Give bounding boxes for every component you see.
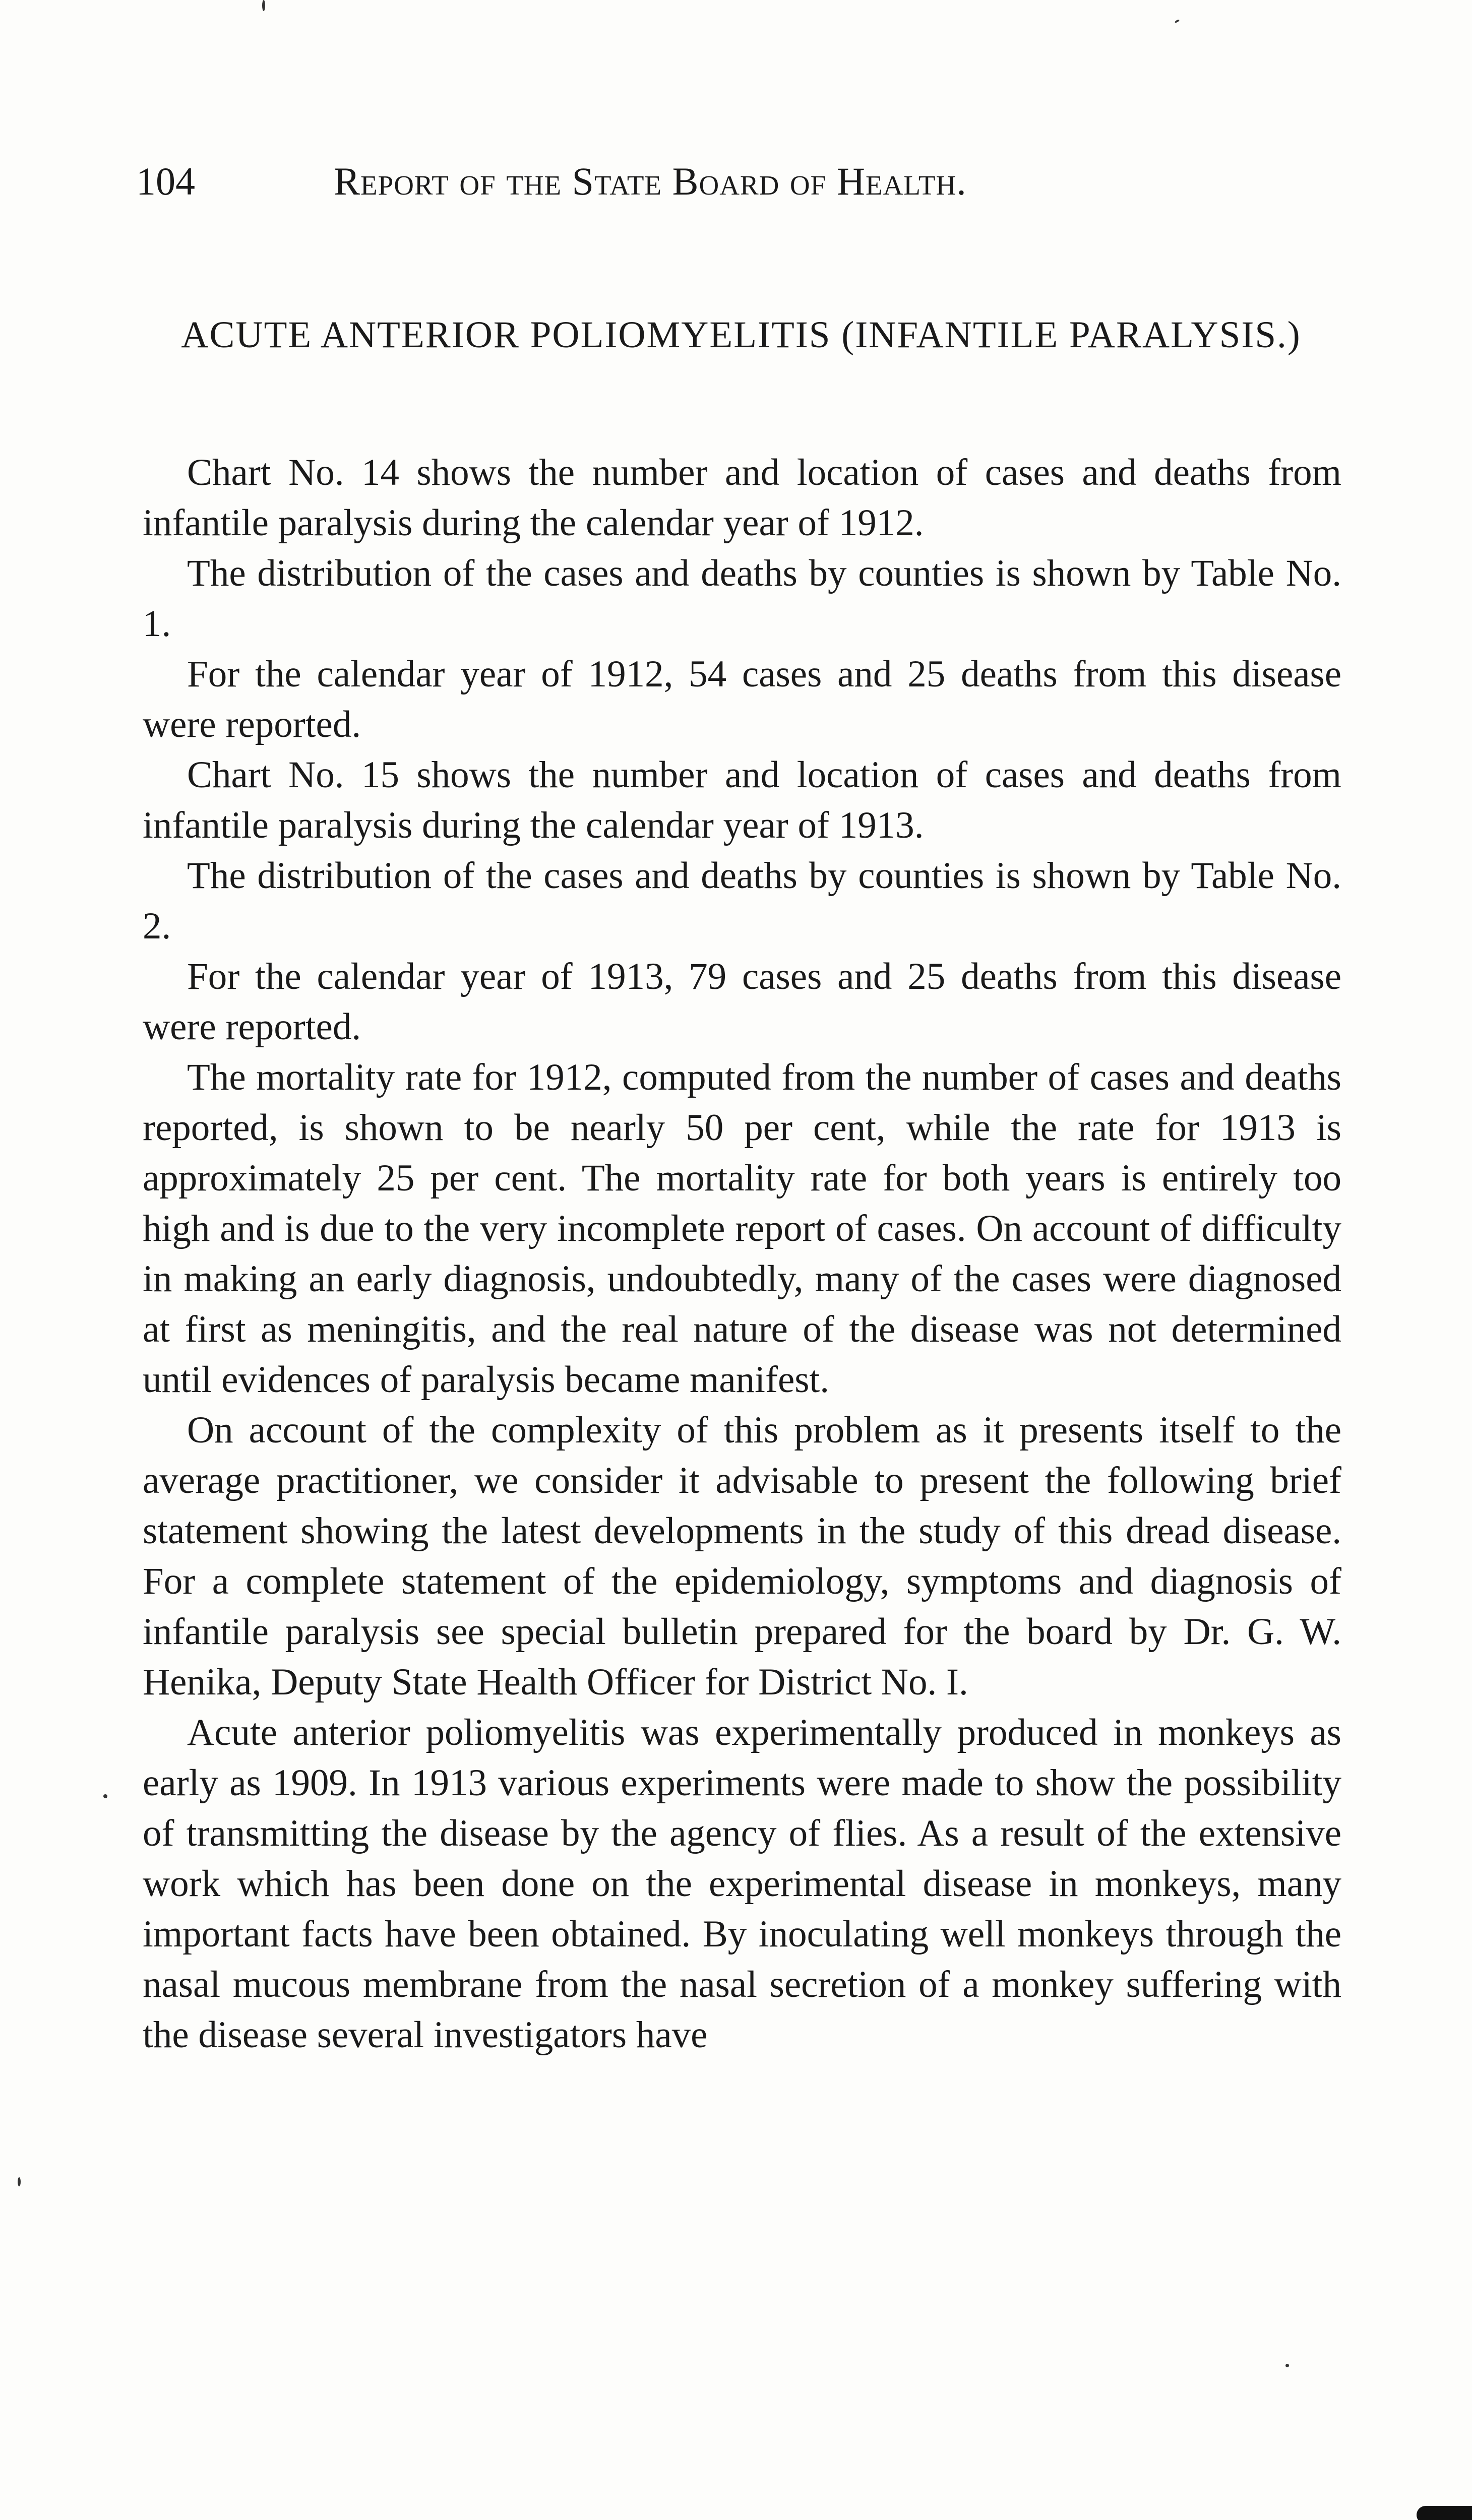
article-heading: ACUTE ANTERIOR POLIOMYELITIS (INFANTILE PARALYSIS.) — [181, 314, 1301, 356]
paragraph-table-2: The distribution of the cases and deaths by counties is shown by Table No. 2. — [143, 855, 1341, 947]
paragraph-chart-14: Chart No. 14 shows the number and location of cases and deaths from infantile paralysis during the calendar year of 1912. — [143, 452, 1341, 544]
paragraph-chart-15: Chart No. 15 shows the number and location of cases and deaths from infantile paralysis during the calendar year of 1913. — [143, 754, 1341, 846]
scan-speck — [262, 0, 265, 11]
scan-speck — [103, 1794, 107, 1798]
running-title: Report of the State Board of Health. — [334, 159, 967, 203]
scan-speck — [1175, 19, 1180, 23]
scan-speck — [1285, 2364, 1289, 2367]
paragraph-1913-totals: For the calendar year of 1913, 79 cases and 25 deaths from this disease were reported. — [143, 956, 1341, 1048]
paragraph-1912-totals: For the calendar year of 1912, 54 cases and 25 deaths from this disease were reported. — [143, 653, 1341, 745]
article-body — [143, 448, 1341, 2060]
page-number: 104 — [136, 159, 195, 203]
scan-edge-mark — [1417, 2506, 1472, 2520]
paragraph-table-1: The distribution of the cases and deaths by counties is shown by Table No. 1. — [143, 552, 1341, 645]
paragraph-complexity: On account of the complexity of this problem as it presents itself to the average practitioner, we consider it advisable to present the following brief statement showing the latest developments in the study of this dread disease. For a complete statement of the epidemiology, symptoms and diagnosis of infantile paralysis see special bulletin prepared for the board by Dr. G. W. Henika, Deputy State Health Officer for District No. I. — [143, 1409, 1341, 1703]
paragraph-experiments: Acute anterior poliomyelitis was experimentally produced in monkeys as early as 1909. In 1913 various experiments were made to show the possibility of transmitting the disease by the agency of flies. As a result of the extensive work which has been done on the experimental disease in monkeys, many important facts have been obtained. By inoculating well monkeys through the nasal mucous membrane from the nasal secretion of a monkey suffering with the disease several investigators have — [143, 1712, 1341, 2056]
scan-speck — [18, 2177, 21, 2186]
paragraph-mortality-rate: The mortality rate for 1912, computed from the number of cases and deaths reported, is shown to be nearly 50 per cent, while the rate for 1913 is approximately 25 per cent. The mortality rate for both years is entirely too high and is due to the very incomplete report of cases. On account of difficulty in making an early diagnosis, undoubtedly, many of the cases were diagnosed at first as meningitis, and the real nature of the disease was not determined until evidences of paralysis became manifest. — [143, 1056, 1341, 1401]
running-header — [136, 151, 1346, 217]
